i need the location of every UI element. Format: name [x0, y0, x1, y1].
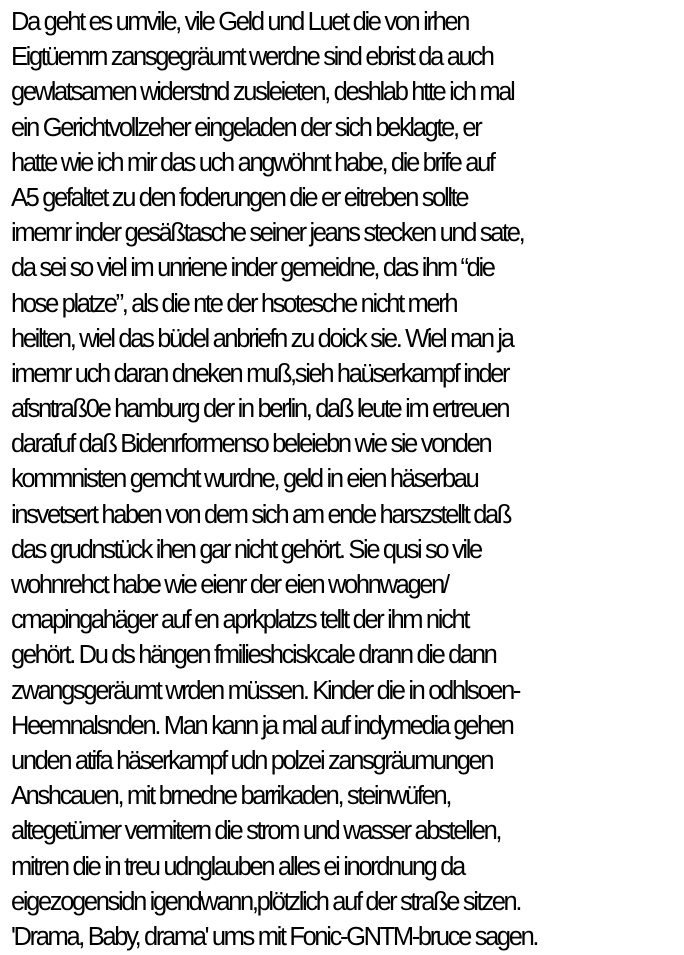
- text-line: A5 gefaltet zu den foderungen die er eitreben sollte: [11, 183, 468, 212]
- text-line: mitren die in treu udnglauben alles ei inordnung da: [11, 852, 464, 881]
- text-line: gehört. Du ds hängen fmilieshciskcale drann die dann: [11, 641, 496, 670]
- text-line: hose platze”, als die nte der hsotesche nicht merh: [11, 289, 457, 318]
- text-line: das grudnstück ihen gar nicht gehört. Sie qusi so vile: [11, 535, 481, 564]
- text-line: darafuf daß Bidenrformenso beleiebn wie sie vonden: [11, 430, 491, 459]
- text-line: gewlatsamen widerstnd zusleieten, deshlab htte ich mal: [11, 78, 514, 107]
- text-line: hatte wie ich mir das uch angwöhnt habe, die brife auf: [11, 148, 494, 177]
- text-line: imemr inder gesäßtasche seiner jeans stecken und sate,: [11, 219, 524, 248]
- text-line: altegetümer vermitern die strom und wasser abstellen,: [11, 817, 501, 846]
- text-line: imemr uch daran dneken muß,sieh haüserkampf inder: [11, 359, 509, 388]
- text-line: zwangsgeräumt wrden müssen. Kinder die in odhlsoen-: [11, 676, 520, 705]
- text-line: 'Drama, Baby, drama' ums mit Fonic-GNTM-bruce sagen.: [11, 922, 538, 951]
- text-line: insvetsert haben von dem sich am ende harszstellt daß: [11, 500, 511, 529]
- text-line: unden atifa häserkampf udn polzei zansgräumungen: [11, 746, 493, 775]
- text-line: wohnrehct habe wie eienr der eien wohnwagen/: [11, 571, 448, 599]
- text-line: Anshcauen, mit brnedne barrikaden, steinwüfen,: [11, 782, 451, 811]
- text-line: heilten, wiel das büdel anbriefn zu doick sie. Wiel man ja: [11, 324, 513, 353]
- text-line: kommnisten gemcht wurdne, geld in eien häserbau: [11, 465, 478, 494]
- text-line: Heemnalsnden. Man kann ja mal auf indymedia gehen: [11, 711, 513, 740]
- text-line: da sei so viel im unriene inder gemeidne, das ihm “die: [11, 254, 494, 283]
- text-line: Da geht es umvile, vile Geld und Luet die von irhen: [11, 8, 469, 36]
- text-line: eigezogensidn igendwann,plötzlich auf der straße sitzen.: [11, 887, 521, 916]
- body-text: [11, 5, 684, 955]
- text-line: ein Gerichtvollzeher eingeladen der sich beklagte, er: [11, 113, 481, 142]
- text-line: cmapingahäger auf en aprkplatzs tellt der ihm nicht: [11, 606, 469, 635]
- text-line: Eigtüemrn zansgegräumt werdne sind ebrist da auch: [11, 43, 493, 72]
- text-line: afsntraß0e hamburg der in berlin, daß leute im ertreuen: [11, 395, 509, 424]
